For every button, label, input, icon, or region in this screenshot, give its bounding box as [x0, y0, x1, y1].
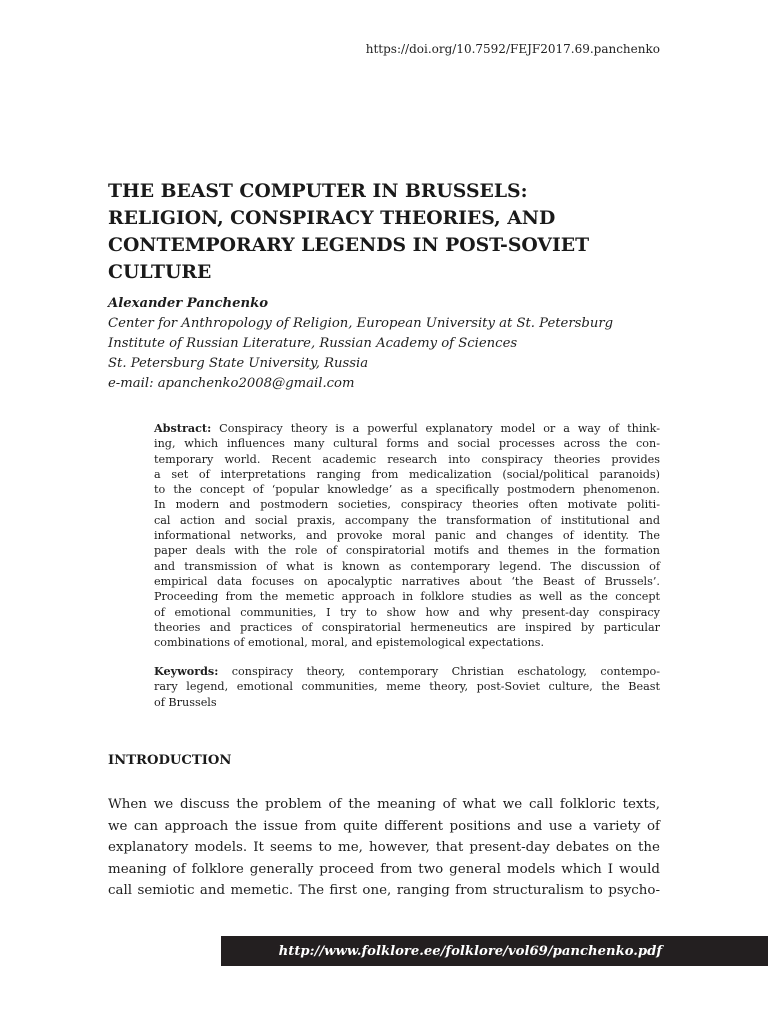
- abstract-line: combinations of emotional, moral, and epistemological expectations.: [154, 636, 545, 650]
- abstract-first-line: Conspiracy theory is a powerful explanatory model or a way of think-: [219, 422, 660, 435]
- keywords-first-line: conspiracy theory, contemporary Christian eschatology, contempo-: [231, 665, 661, 678]
- footer-bar: [221, 936, 768, 966]
- title-line: RELIGION, CONSPIRACY THEORIES, AND: [108, 207, 556, 229]
- section-heading-introduction: INTRODUCTION: [108, 753, 232, 768]
- affiliation: Institute of Russian Literature, Russian Academy of Sciences: [108, 336, 518, 351]
- body-line: When we discuss the problem of the meaning of what we call folkloric texts,: [108, 797, 660, 812]
- affiliation: Center for Anthropology of Religion, European University at St. Petersburg: [108, 316, 614, 331]
- body-line: explanatory models. It seems to me, however, that present-day debates on the: [108, 840, 660, 855]
- abstract-line: ing, which influences many cultural forms and social processes across the con-: [154, 437, 660, 451]
- abstract-line: a set of interpretations ranging from medicalization (social/political paranoids): [154, 467, 660, 481]
- keywords: [154, 664, 660, 710]
- keywords-line: of Brussels: [154, 695, 217, 709]
- author-block: [108, 294, 613, 394]
- abstract-line: theories and practices of conspiratorial hermeneutics are inspired by particular: [154, 620, 660, 634]
- body-line: call semiotic and memetic. The first one, ranging from structuralism to psycho-: [108, 883, 660, 898]
- author-name: Alexander Panchenko: [108, 296, 269, 311]
- keywords-line: [154, 664, 660, 679]
- keywords-label: Keywords:: [154, 664, 219, 678]
- article-title: [108, 178, 668, 286]
- abstract-line: informational networks, and provoke moral panic and changes of identity. The: [154, 529, 660, 543]
- abstract: [154, 421, 660, 650]
- abstract-line: [154, 421, 660, 436]
- abstract-line: paper deals with the role of conspiratorial motifs and themes in the formation: [154, 544, 660, 558]
- abstract-line: Proceeding from the memetic approach in folklore studies as well as the concept: [154, 590, 660, 604]
- title-line: CONTEMPORARY LEGENDS IN POST-SOVIET: [108, 234, 590, 256]
- abstract-line: In modern and postmodern societies, conspiracy theories often motivate politi-: [154, 498, 660, 512]
- introduction-body: [108, 794, 660, 902]
- title-line: THE BEAST COMPUTER IN BRUSSELS:: [108, 180, 528, 202]
- abstract-line: of emotional communities, I try to show how and why present-day conspiracy: [154, 605, 660, 619]
- affiliation: St. Petersburg State University, Russia: [108, 356, 369, 371]
- body-line: we can approach the issue from quite different positions and use a variety of: [108, 818, 660, 834]
- abstract-line: to the concept of ‘popular knowledge’ as a specifically postmodern phenomenon.: [154, 483, 660, 497]
- footer-url-link[interactable]: http://www.folklore.ee/folklore/vol69/panchenko.pdf: [278, 943, 662, 959]
- abstract-line: empirical data focuses on apocalyptic narratives about ‘the Beast of Brussels’.: [154, 574, 660, 588]
- abstract-line: cal action and social praxis, accompany the transformation of institutional and: [154, 513, 660, 527]
- doi-link[interactable]: https://doi.org/10.7592/FEJF2017.69.panchenko: [365, 42, 660, 56]
- abstract-label: Abstract:: [154, 421, 212, 435]
- keywords-line: rary legend, emotional communities, meme theory, post-Soviet culture, the Beast: [154, 680, 660, 694]
- abstract-line: and transmission of what is known as contemporary legend. The discussion of: [154, 559, 660, 573]
- title-line: CULTURE: [108, 261, 212, 283]
- body-line: meaning of folklore generally proceed from two general models which I would: [108, 861, 660, 877]
- abstract-line: temporary world. Recent academic research into conspiracy theories provides: [154, 452, 660, 466]
- author-email[interactable]: e-mail: apanchenko2008@gmail.com: [108, 376, 355, 391]
